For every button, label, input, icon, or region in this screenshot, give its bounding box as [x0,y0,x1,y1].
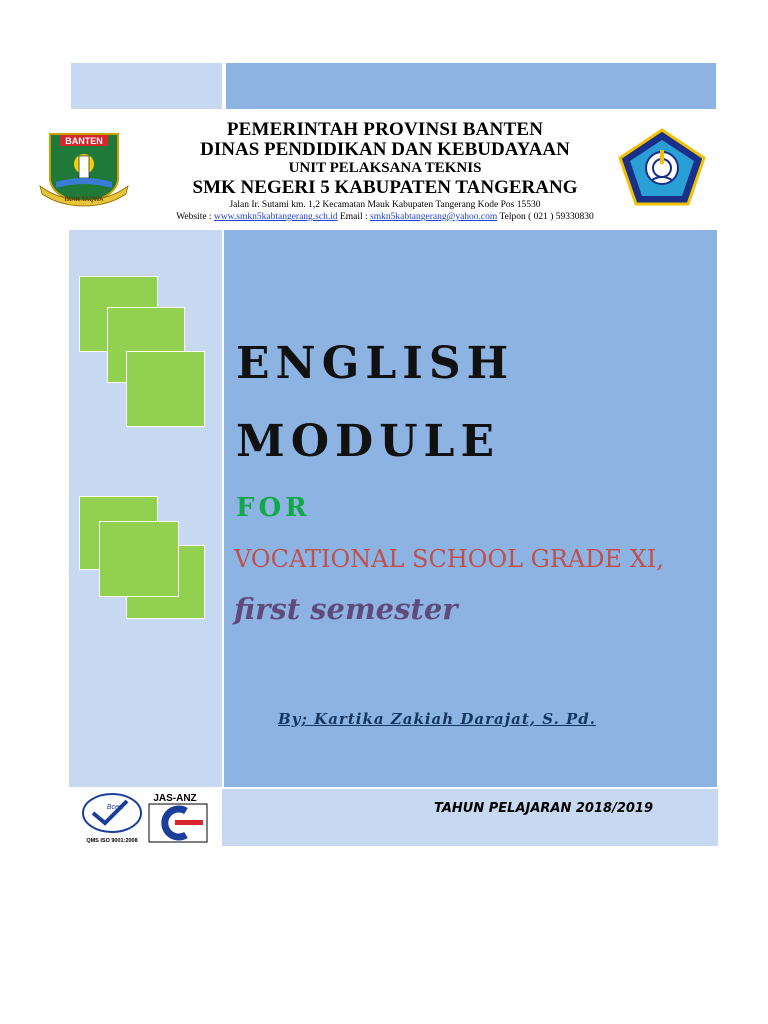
top-band-left [71,63,222,109]
banten-logo [38,130,130,208]
cover-title-line-1: ENGLISH [236,338,515,389]
certification-area [71,789,222,846]
cert-jasanz-text: JAS-ANZ [153,793,197,804]
email-label: Email : [337,212,371,222]
cover-subtitle-comma: , [656,545,664,573]
cover-author: By; Kartika Zakiah Darajat, S. Pd. [278,710,596,728]
academic-year: TAHUN PELAJARAN 2018/2019 [434,801,654,816]
school-logo [618,128,706,206]
phone-text: Telpon ( 021 ) 59330830 [497,212,594,222]
website-label: Website : [176,212,214,222]
green-square-6 [99,521,179,597]
header-line-1: PEMERINTAH PROVINSI BANTEN [226,119,544,140]
banten-logo-text: BANTEN [65,136,103,146]
green-square-3 [126,351,205,427]
header-line-4: SMK NEGERI 5 KABUPATEN TANGERANG [192,177,578,198]
cover-for: FOR [236,493,311,523]
email-link[interactable]: smkn5kabtangerang@yahoo.com [370,212,498,222]
header-contact [130,211,640,223]
cover-subtitle-text: VOCATIONAL SCHOOL GRADE XI [234,545,657,573]
top-band-right [226,63,716,109]
header-line-2: DINAS PENDIDIKAN DAN KEBUDAYAAN [200,139,570,160]
banten-motto-text: IMAN TAQWA [64,197,104,203]
cover-title-line-2: MODULE [236,416,501,467]
cover-semester: first semester [234,592,458,626]
header-line-3: UNIT PELAKSANA TEKNIS [288,160,482,176]
footer-bar [222,789,718,846]
website-link[interactable]: www.smkn5kabtangerang.sch.id [213,212,338,222]
cover-subtitle [234,545,664,573]
letterhead [130,120,640,223]
header-address: Jalan Ir. Sutami km. 1,2 Kecamatan Mauk Kabupaten Tangerang Kode Pos 15530 [229,200,541,210]
cert-bcert-text: Bcert [106,804,124,811]
cert-qms-text: QMS ISO 9001:2008 [86,838,138,844]
